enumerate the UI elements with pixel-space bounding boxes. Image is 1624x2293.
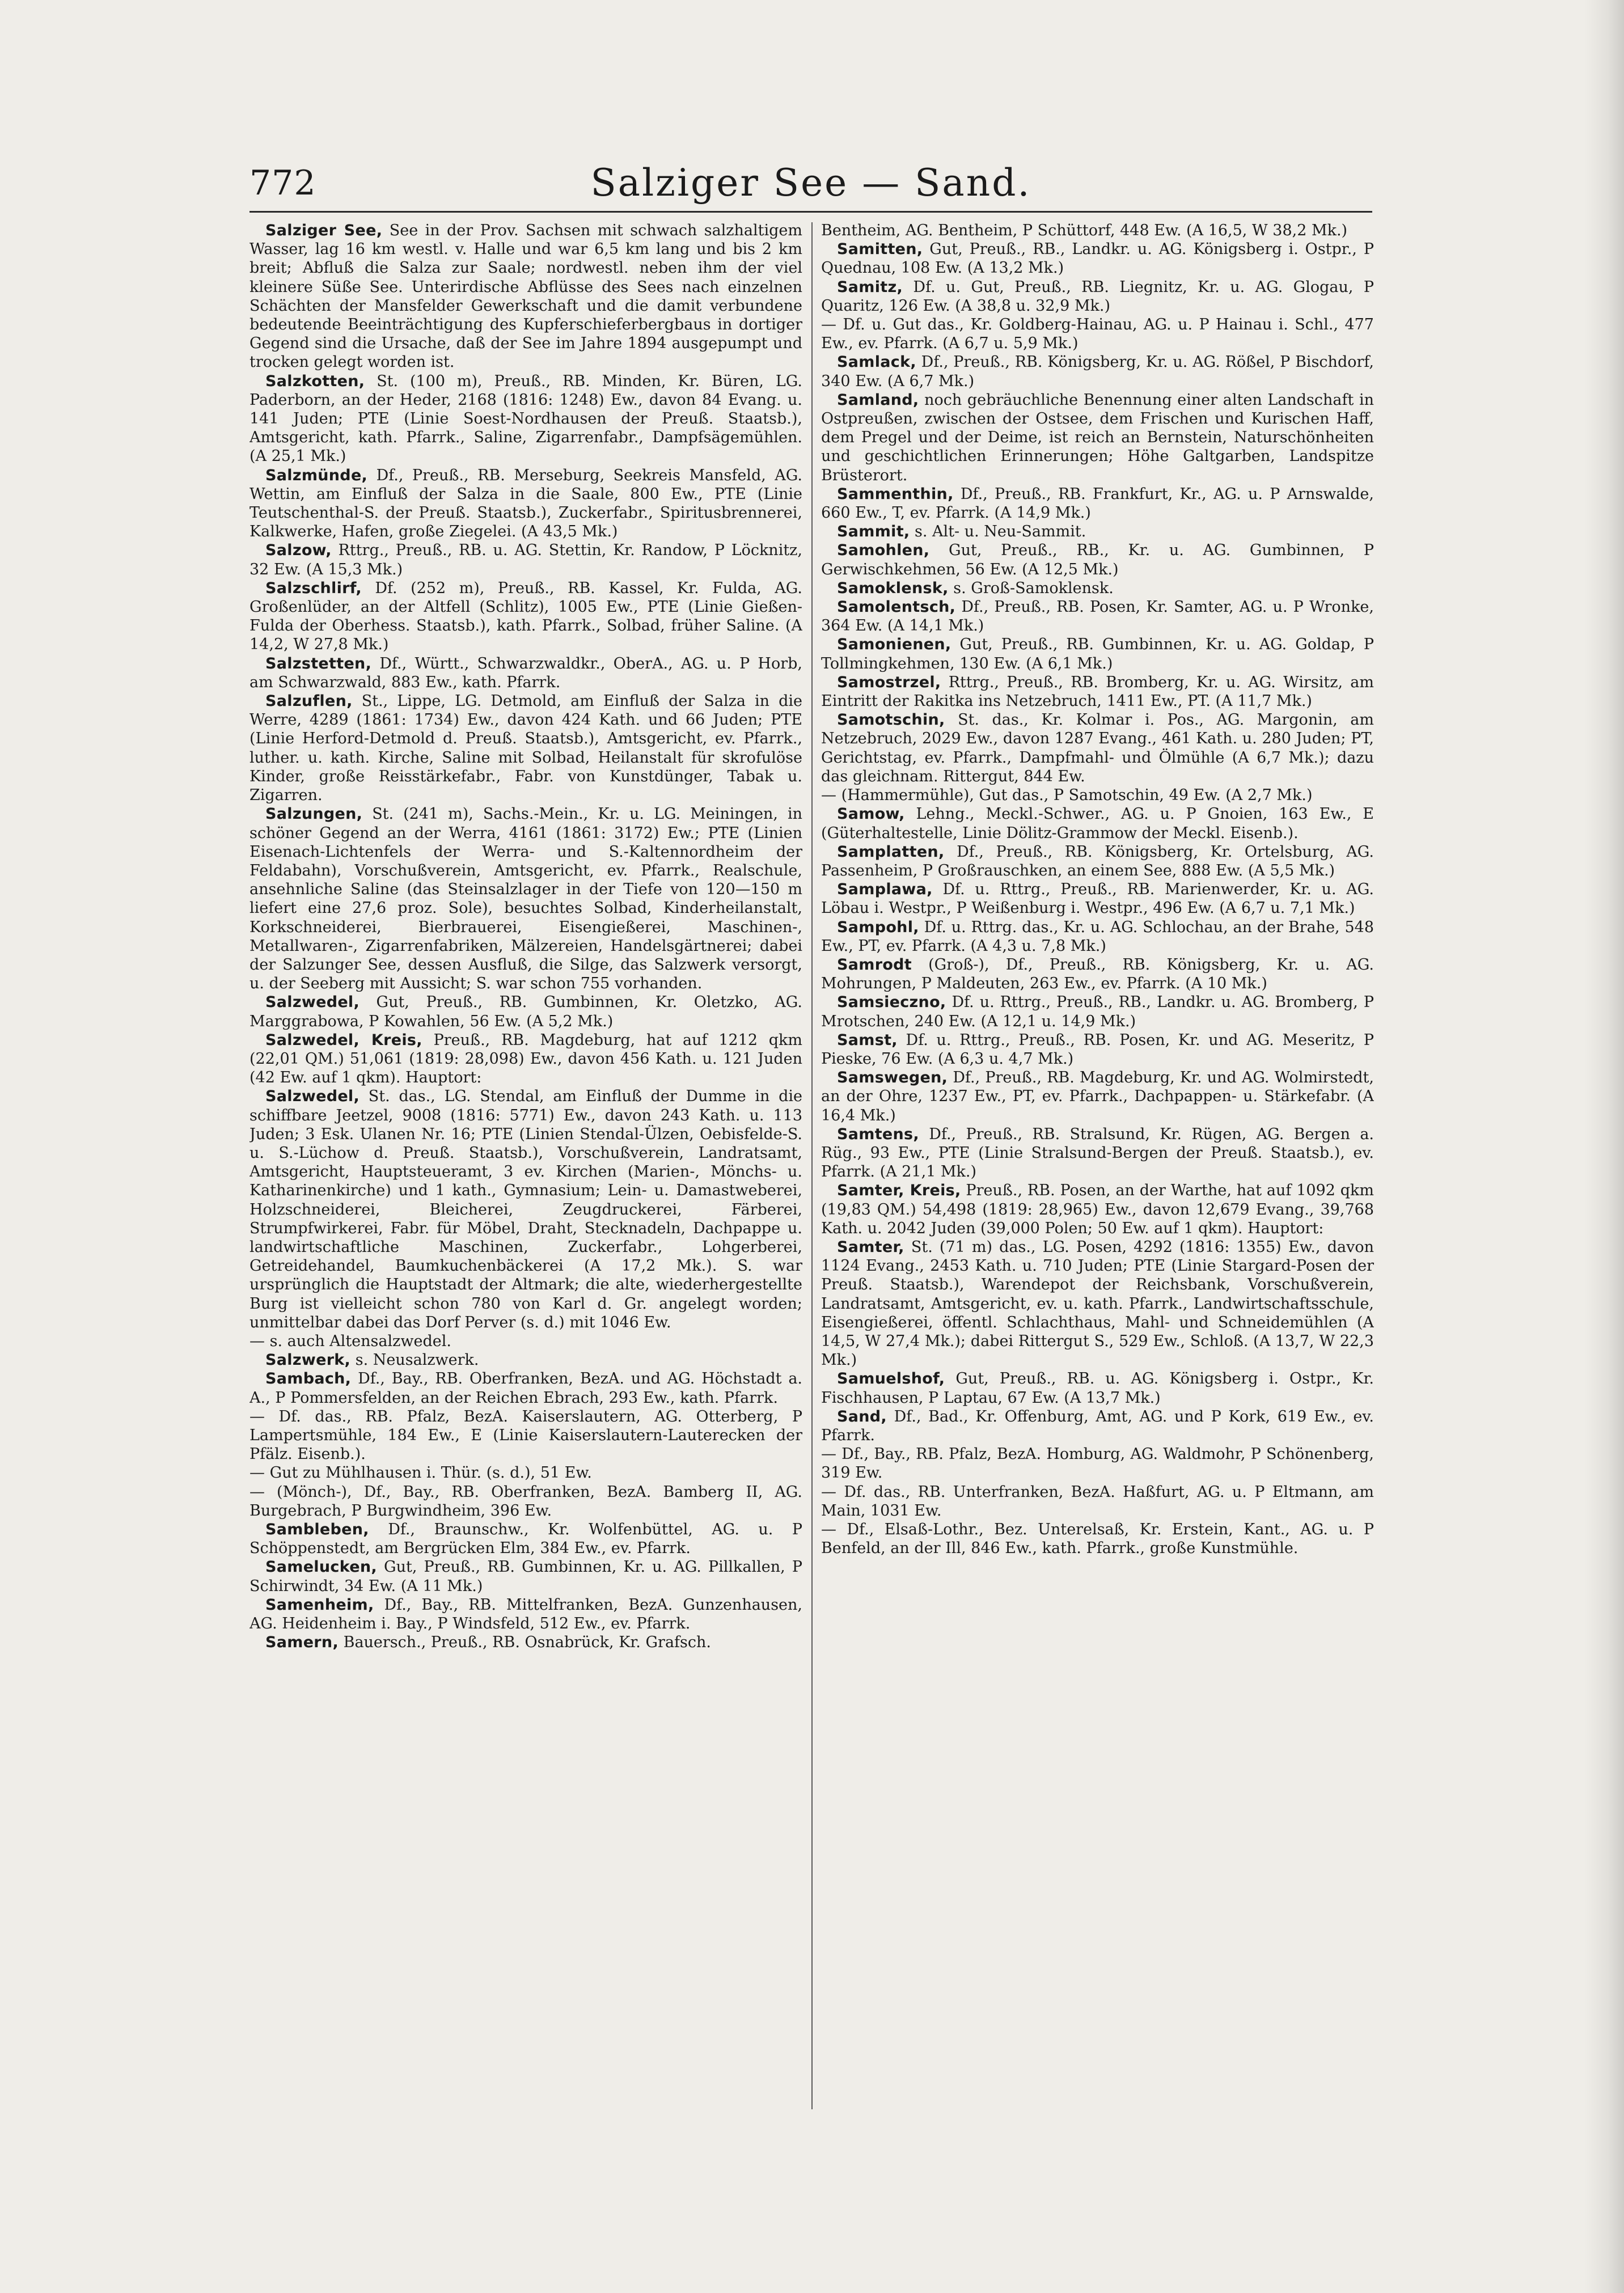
- entry-text: St., Lippe, LG. Detmold, am Einfluß der Salza in die Werre, 4289 (1861: 1734) Ew., davon 424 Kath. und 66 Juden; PTE (Linie Herford-Detmold d. Preuß. Staatsb.), Amtsgericht, ev. Pfarrk., luther. u. kath. Kirche, Saline mit Solbad, Heilanstalt für skrofulöse Kinder, große Reisstärkefabr., Fabr. von Kunstdünger, Tabak u. Zigarren.: [249, 692, 802, 805]
- gazetteer-entry: [821, 485, 1374, 522]
- entry-text: Df., Preuß., RB. Stralsund, Kr. Rügen, AG. Bergen a. Rüg., 93 Ew., PTE (Linie Stralsund-Bergen der Preuß. Staatsb.), ev. Pfarrk. (A 21,1 Mk.): [821, 1125, 1374, 1181]
- entry-headword: Salzwedel, Kreis,: [265, 1031, 422, 1049]
- entry-headword: Samotschin,: [837, 711, 945, 729]
- entry-text: — Df. das., RB. Pfalz, BezA. Kaiserslautern, AG. Otterberg, P Lampertsmühle, 184 Ew., E (Linie Kaiserslautern-Lauterecken der Pfälz. Eisenb.).: [249, 1407, 802, 1463]
- gazetteer-entry: [249, 1633, 802, 1652]
- entry-headword: Samst,: [837, 1031, 898, 1049]
- gazetteer-entry: [821, 1238, 1374, 1369]
- gazetteer-entry: [249, 372, 802, 466]
- right-column: [821, 221, 1374, 2109]
- gazetteer-entry: [821, 955, 1374, 993]
- entry-headword: Samostrzel,: [837, 673, 941, 691]
- gazetteer-entry: [249, 579, 802, 654]
- gazetteer-entry: [249, 1463, 802, 1482]
- gazetteer-entry: [821, 1181, 1374, 1238]
- gazetteer-entry: [249, 1558, 802, 1595]
- entry-headword: Samitz,: [837, 278, 903, 296]
- entry-headword: Salzschlirf,: [265, 579, 362, 597]
- entry-headword: Salzmünde,: [265, 466, 368, 484]
- running-title: Salziger See — Sand.: [590, 161, 1031, 205]
- entry-text: Gut, Preuß., RB. Gumbinnen, Kr. u. AG. Pillkallen, P Schirwindt, 34 Ew. (A 11 Mk.): [249, 1558, 802, 1595]
- entry-text: s. Neusalzwerk.: [350, 1351, 479, 1369]
- entry-text: — Df., Bay., RB. Pfalz, BezA. Homburg, AG. Waldmohr, P Schönenberg, 319 Ew.: [821, 1445, 1374, 1482]
- gazetteer-entry: [821, 993, 1374, 1030]
- entry-text: Lehng., Meckl.-Schwer., AG. u. P Gnoien, 163 Ew., E (Güterhaltestelle, Linie Dölitz-Grammow der Meckl. Eisenb.).: [821, 805, 1374, 842]
- gazetteer-entry: [821, 315, 1374, 353]
- entry-headword: Samsieczno,: [837, 993, 946, 1012]
- gazetteer-entry: [249, 466, 802, 541]
- entry-headword: Samoklensk,: [837, 579, 949, 597]
- gazetteer-entry: [821, 522, 1374, 541]
- gazetteer-entry: [821, 1445, 1374, 1482]
- gazetteer-entry: [821, 579, 1374, 598]
- entry-headword: Salziger See,: [265, 222, 383, 239]
- gazetteer-entry: [821, 221, 1374, 240]
- entry-headword: Samitten,: [837, 240, 923, 259]
- gazetteer-entry: [821, 1483, 1374, 1520]
- entry-headword: Salzwerk,: [265, 1351, 351, 1369]
- entry-text: — Df. u. Gut das., Kr. Goldberg-Hainau, AG. u. P Hainau i. Schl., 477 Ew., ev. Pfarrk. (A 6,7 u. 5,9 Mk.): [821, 316, 1374, 353]
- entry-headword: Sammenthin,: [837, 485, 954, 503]
- entry-text: Df., Braunschw., Kr. Wolfenbüttel, AG. u. P Schöppenstedt, am Bergrücken Elm, 384 Ew., ev. Pfarrk.: [249, 1521, 802, 1558]
- entry-headword: Samplatten,: [837, 843, 945, 861]
- entry-text: Gut, Preuß., RB. Gumbinnen, Kr. u. AG. Goldap, P Tollmingkehmen, 130 Ew. (A 6,1 Mk.): [821, 636, 1374, 672]
- entry-text: Df., Preuß., RB. Königsberg, Kr. Ortelsburg, AG. Passenheim, P Großrauschken, an einem See, 888 Ew. (A 5,5 Mk.): [821, 843, 1374, 879]
- entry-headword: Samter, Kreis,: [837, 1182, 961, 1200]
- entry-headword: Samelucken,: [265, 1558, 377, 1576]
- entry-text: Df., Preuß., RB. Frankfurt, Kr., AG. u. P Arnswalde, 660 Ew., T, ev. Pfarrk. (A 14,9 Mk.): [821, 485, 1374, 522]
- entry-text: Df., Preuß., RB. Magdeburg, Kr. und AG. Wolmirstedt, an der Ohre, 1237 Ew., PT, ev. Pfarrk., Dachpappen- u. Stärkefabr. (A 16,4 Mk.): [821, 1069, 1374, 1124]
- gazetteer-entry: [249, 993, 802, 1030]
- gazetteer-entry: [249, 221, 802, 372]
- entry-headword: Sand,: [837, 1407, 887, 1425]
- gazetteer-entry: [821, 598, 1374, 635]
- entry-headword: Samland,: [837, 391, 919, 409]
- entry-headword: Samow,: [837, 805, 905, 823]
- entry-text: — Df. das., RB. Unterfranken, BezA. Haßfurt, AG. u. P Eltmann, am Main, 1031 Ew.: [821, 1483, 1374, 1520]
- gazetteer-entry: [821, 918, 1374, 955]
- header-rule: [249, 211, 1372, 213]
- entry-headword: Samonienen,: [837, 636, 951, 654]
- entry-text: St. (241 m), Sachs.-Mein., Kr. u. LG. Meiningen, in schöner Gegend an der Werra, 4161 (1861: 3172) Ew.; PTE (Linien Eisenach-Lichtenfels der Werra- und S.-Kaltennordheim der Feldabahn), Vorschußverein, Amtsgericht, ev. Pfarrk., Realschule, ansehnliche Saline (das Steinsalzlager in der Tiefe von 120—150 m liefert eine 27,6 proz. Sole), besuchtes Solbad, Kinderheilanstalt, Korkschneiderei, Bierbrauerei, Eisengießerei, Maschinen-, Metallwaren-, Zigarrenfabriken, Mälzereien, Handelsgärtnerei; dabei der Salzunger See, dessen Ausfluß, die Silge, das Salzwerk versorgt, u. der Seeberg mit Aussicht; S. war schon 755 vorhanden.: [249, 805, 802, 993]
- entry-text: s. Alt- u. Neu-Sammit.: [910, 523, 1086, 541]
- entry-headword: Samlack,: [837, 353, 916, 371]
- entry-text: Df., Preuß., RB. Posen, Kr. Samter, AG. u. P Wronke, 364 Ew. (A 14,1 Mk.): [821, 598, 1374, 635]
- entry-text: Gut, Preuß., RB., Landkr. u. AG. Königsberg i. Ostpr., P Quednau, 108 Ew. (A 13,2 Mk.): [821, 240, 1374, 277]
- gazetteer-entry: [249, 1031, 802, 1088]
- gazetteer-entry: [249, 541, 802, 578]
- page-header: [249, 163, 1372, 214]
- entry-text: Preuß., RB. Posen, an der Warthe, hat auf 1092 qkm (19,83 QM.) 54,498 (1819: 28,965) Ew., davon 12,679 Evang., 39,768 Kath. u. 2042 Juden (39,000 Polen; 50 Ew. auf 1 qkm). Hauptort:: [821, 1182, 1374, 1237]
- gazetteer-entry: [249, 1369, 802, 1407]
- entry-text: — (Mönch-), Df., Bay., RB. Oberfranken, BezA. Bamberg II, AG. Burgebrach, P Burgwindheim, 396 Ew.: [249, 1483, 802, 1520]
- gazetteer-entry: [821, 391, 1374, 485]
- gazetteer-entry: [249, 805, 802, 993]
- entry-text: noch gebräuchliche Benennung einer alten Landschaft in Ostpreußen, zwischen der Ostsee, dem Frischen und Kurischen Haff, dem Pregel und der Deime, ist reich an Bernstein, Naturschönheiten und geschichtlichen Erinnerungen; Höhe Galtgarben, Landspitze Brüsterort.: [821, 391, 1374, 484]
- entry-headword: Salzstetten,: [265, 654, 372, 672]
- gazetteer-entry: [821, 843, 1374, 880]
- entry-text: Rttrg., Preuß., RB. u. AG. Stettin, Kr. Randow, P Löcknitz, 32 Ew. (A 15,3 Mk.): [249, 541, 802, 578]
- entry-text: Bentheim, AG. Bentheim, P Schüttorf, 448 Ew. (A 16,5, W 38,2 Mk.): [821, 222, 1348, 239]
- gazetteer-entry: [821, 278, 1374, 315]
- entry-headword: Sambleben,: [265, 1521, 369, 1539]
- gazetteer-entry: [821, 240, 1374, 277]
- entry-headword: Samuelshof,: [837, 1370, 945, 1388]
- entry-text: Df. u. Gut, Preuß., RB. Liegnitz, Kr. u. AG. Glogau, P Quaritz, 126 Ew. (A 38,8 u. 32,9 Mk.): [821, 278, 1374, 315]
- left-column: [249, 221, 802, 2109]
- entry-text: Bauersch., Preuß., RB. Osnabrück, Kr. Grafsch.: [339, 1634, 711, 1652]
- entry-text: Df., Bay., RB. Mittelfranken, BezA. Gunzenhausen, AG. Heidenheim i. Bay., P Windsfeld, 512 Ew., ev. Pfarrk.: [249, 1596, 802, 1633]
- entry-text: Gut, Preuß., RB. u. AG. Königsberg i. Ostpr., Kr. Fischhausen, P Laptau, 67 Ew. (A 13,7 Mk.): [821, 1370, 1374, 1407]
- entry-text: St. das., LG. Stendal, am Einfluß der Dumme in die schiffbare Jeetzel, 9008 (1816: 5771) Ew., davon 243 Kath. u. 113 Juden; 3 Esk. Ulanen Nr. 16; PTE (Linien Stendal-Ülzen, Oebisfelde-S. u. S.-Lüchow d. Preuß. Staatsb.), Vorschußverein, Landratsamt, Amtsgericht, Hauptsteueramt, 3 ev. Kirchen (Marien-, Mönchs- u. Katharinenkirche) und 1 kath., Gymnasium; Lein- u. Damastweberei, Holzschneiderei, Bleicherei, Zeugdruckerei, Färberei, Strumpfwirkerei, Fabr. für Möbel, Draht, Stecknadeln, Dachpappe u. landwirtschaftliche Maschinen, Zuckerfabr., Lohgerberei, Getreidehandel, Baumkuchenbäckerei (A 17,2 Mk.). S. war ursprünglich die Hauptstadt der Altmark; die alte, wiederhergestellte Burg ist vielleicht schon 780 von Karl d. Gr. angelegt worden; unmittelbar dabei das Dorf Perver (s. d.) mit 1046 Ew.: [249, 1088, 802, 1331]
- entry-headword: Samplawa,: [837, 881, 933, 899]
- entry-text: St. (71 m) das., LG. Posen, 4292 (1816: 1355) Ew., davon 1124 Evang., 2453 Kath. u. 710 Juden; PTE (Linie Stargard-Posen der Preuß. Staatsb.), Warendepot der Reichsbank, Vorschußverein, Landratsamt, Amtsgericht, ev. u. kath. Pfarrk., Landwirtschaftsschule, Eisengießerei, öffentl. Schlachthaus, Mahl- und Schneidemühlen (A 14,5, W 27,4 Mk.); dabei Rittergut S., 529 Ew., Schloß. (A 13,7, W 22,3 Mk.): [821, 1238, 1374, 1369]
- gazetteer-entry: [821, 635, 1374, 672]
- gazetteer-entry: [821, 805, 1374, 842]
- entry-headword: Salzungen,: [265, 805, 363, 823]
- entry-headword: Samrodt: [837, 955, 912, 974]
- gazetteer-entry: [821, 353, 1374, 390]
- gazetteer-entry: [249, 1351, 802, 1369]
- entry-headword: Sambach,: [265, 1370, 352, 1388]
- gazetteer-entry: [821, 786, 1374, 805]
- entry-text: Df., Preuß., RB. Königsberg, Kr. u. AG. Rößel, P Bischdorf, 340 Ew. (A 6,7 Mk.): [821, 353, 1374, 390]
- entry-text: — Gut zu Mühlhausen i. Thür. (s. d.), 51 Ew.: [249, 1464, 592, 1482]
- entry-headword: Salzow,: [265, 541, 332, 560]
- gazetteer-entry: [249, 1407, 802, 1464]
- entry-text: (Groß-), Df., Preuß., RB. Königsberg, Kr. u. AG. Mohrungen, P Maldeuten, 263 Ew., ev. Pfarrk. (A 10 Mk.): [821, 955, 1374, 993]
- gazetteer-entry: [249, 1332, 802, 1351]
- entry-text: Df. u. Rttrg., Preuß., RB. Marienwerder, Kr. u. AG. Löbau i. Westpr., P Weißenburg i. Westpr., 496 Ew. (A 6,7 u. 7,1 Mk.): [821, 881, 1374, 917]
- gazetteer-entry: [821, 1407, 1374, 1445]
- gazetteer-entry: [821, 710, 1374, 786]
- entry-headword: Sampohl,: [837, 918, 919, 936]
- gazetteer-entry: [249, 692, 802, 805]
- entry-headword: Samolentsch,: [837, 598, 956, 616]
- entry-text: Gut, Preuß., RB. Gumbinnen, Kr. Oletzko, AG. Marggrabowa, P Kowahlen, 56 Ew. (A 5,2 Mk.): [249, 993, 802, 1030]
- entry-text: Df., Württ., Schwarzwaldkr., OberA., AG. u. P Horb, am Schwarzwald, 883 Ew., kath. Pfarrk.: [249, 654, 802, 691]
- gazetteer-entry: [249, 1483, 802, 1520]
- entry-text: — s. auch Altensalzwedel.: [249, 1332, 451, 1350]
- entry-text: Preuß., RB. Magdeburg, hat auf 1212 qkm (22,01 QM.) 51,061 (1819: 28,098) Ew., davon 456 Kath. u. 121 Juden (42 Ew. auf 1 qkm). Hauptort:: [249, 1031, 802, 1087]
- entry-headword: Samenheim,: [265, 1596, 374, 1614]
- entry-headword: Sammit,: [837, 523, 910, 541]
- entry-text: St. (100 m), Preuß., RB. Minden, Kr. Büren, LG. Paderborn, an der Heder, 2168 (1816: 1248) Ew., davon 84 Evang. u. 141 Juden; PTE (Linie Soest-Nordhausen der Preuß. Staatsb.), Amtsgericht, kath. Pfarrk., Saline, Zigarrenfabr., Dampfsägemühlen. (A 25,1 Mk.): [249, 372, 802, 466]
- gazetteer-entry: [821, 673, 1374, 710]
- entry-headword: Salzwedel,: [265, 1088, 360, 1106]
- gazetteer-entry: [821, 1369, 1374, 1407]
- gazetteer-entry: [249, 654, 802, 692]
- entry-text: Df. (252 m), Preuß., RB. Kassel, Kr. Fulda, AG. Großenlüder, an der Altfell (Schlitz), 1005 Ew., PTE (Linie Gießen-Fulda der Oberhess. Staatsb.), kath. Pfarrk., Solbad, früher Saline. (A 14,2, W 27,8 Mk.): [249, 579, 802, 654]
- page-number: 772: [249, 163, 316, 203]
- entry-text: — (Hammermühle), Gut das., P Samotschin, 49 Ew. (A 2,7 Mk.): [821, 786, 1313, 805]
- entry-text: Df., Bad., Kr. Offenburg, Amt, AG. und P Kork, 619 Ew., ev. Pfarrk.: [821, 1407, 1374, 1444]
- gazetteer-entry: [249, 1596, 802, 1633]
- entry-text: Df., Preuß., RB. Merseburg, Seekreis Mansfeld, AG. Wettin, am Einfluß der Salza in die Saale, 800 Ew., PTE (Linie Teutschenthal-S. der Preuß. Staatsb.), Zuckerfabr., Spiritusbrennerei, Kalkwerke, Hafen, große Ziegelei. (A 43,5 Mk.): [249, 466, 802, 541]
- entry-text: — Df., Elsaß-Lothr., Bez. Unterelsaß, Kr. Erstein, Kant., AG. u. P Benfeld, an der Ill, 846 Ew., kath. Pfarrk., große Kunstmühle.: [821, 1521, 1374, 1558]
- gazetteer-entry: [249, 1087, 802, 1332]
- entry-headword: Samern,: [265, 1634, 339, 1652]
- entry-text: s. Groß-Samoklensk.: [948, 579, 1114, 597]
- entry-headword: Samohlen,: [837, 541, 930, 560]
- entry-headword: Samswegen,: [837, 1069, 948, 1087]
- entry-text: Df., Bay., RB. Oberfranken, BezA. und AG. Höchstadt a. A., P Pommersfelden, an der Reichen Ebrach, 293 Ew., kath. Pfarrk.: [249, 1370, 802, 1407]
- entry-text: Rttrg., Preuß., RB. Bromberg, Kr. u. AG. Wirsitz, am Eintritt der Rakitka ins Netzebruch, 1411 Ew., PT. (A 11,7 Mk.): [821, 673, 1374, 710]
- entry-headword: Samtens,: [837, 1125, 919, 1143]
- page-edge-shadow: [1584, 0, 1624, 2293]
- gazetteer-entry: [821, 1125, 1374, 1182]
- entry-text: Df. u. Rttrg., Preuß., RB., Landkr. u. AG. Bromberg, P Mrotschen, 240 Ew. (A 12,1 u. 14,9 Mk.): [821, 993, 1374, 1030]
- entry-text: Gut, Preuß., RB., Kr. u. AG. Gumbinnen, P Gerwischkehmen, 56 Ew. (A 12,5 Mk.): [821, 541, 1374, 578]
- entry-text: Df. u. Rttrg. das., Kr. u. AG. Schlochau, an der Brahe, 548 Ew., PT, ev. Pfarrk. (A 4,3 u. 7,8 Mk.): [821, 918, 1374, 955]
- entry-headword: Salzkotten,: [265, 372, 365, 390]
- entry-text: St. das., Kr. Kolmar i. Pos., AG. Margonin, am Netzebruch, 2029 Ew., davon 1287 Evang., 461 Kath. u. 280 Juden; PT, Gerichtstag, ev. Pfarrk., Dampfmahl- und Ölmühle (A 6,7 Mk.); dazu das gleichnam. Rittergut, 844 Ew.: [821, 711, 1374, 785]
- gazetteer-entry: [821, 1031, 1374, 1068]
- entry-headword: Salzuflen,: [265, 692, 353, 710]
- entry-text: See in der Prov. Sachsen mit schwach salzhaltigem Wasser, lag 16 km westl. v. Halle und war 6,5 km lang und bis 2 km breit; Abfluß die Salza zur Saale; nordwestl. neben ihm der viel kleinere Süße See. Unterirdische Abflüsse des Sees nach einzelnen Schächten der Mansfelder Gewerkschaft und die damit verbundene bedeutende Beeinträchtigung des Kupferschieferbergbaus in dortiger Gegend sind die Ursache, daß der See im Jahre 1894 ausgepumpt und trocken gelegt worden ist.: [249, 222, 802, 371]
- gazetteer-entry: [821, 880, 1374, 917]
- entry-headword: Samter,: [837, 1238, 904, 1256]
- gazetteer-entry: [821, 1068, 1374, 1125]
- column-divider: [811, 222, 813, 2109]
- gazetteer-entry: [249, 1520, 802, 1558]
- gazetteer-entry: [821, 1520, 1374, 1558]
- entry-text: Df. u. Rttrg., Preuß., RB. Posen, Kr. und AG. Meseritz, P Pieske, 76 Ew. (A 6,3 u. 4,7 Mk.): [821, 1031, 1374, 1068]
- gazetteer-entry: [821, 541, 1374, 578]
- entry-headword: Salzwedel,: [265, 993, 360, 1012]
